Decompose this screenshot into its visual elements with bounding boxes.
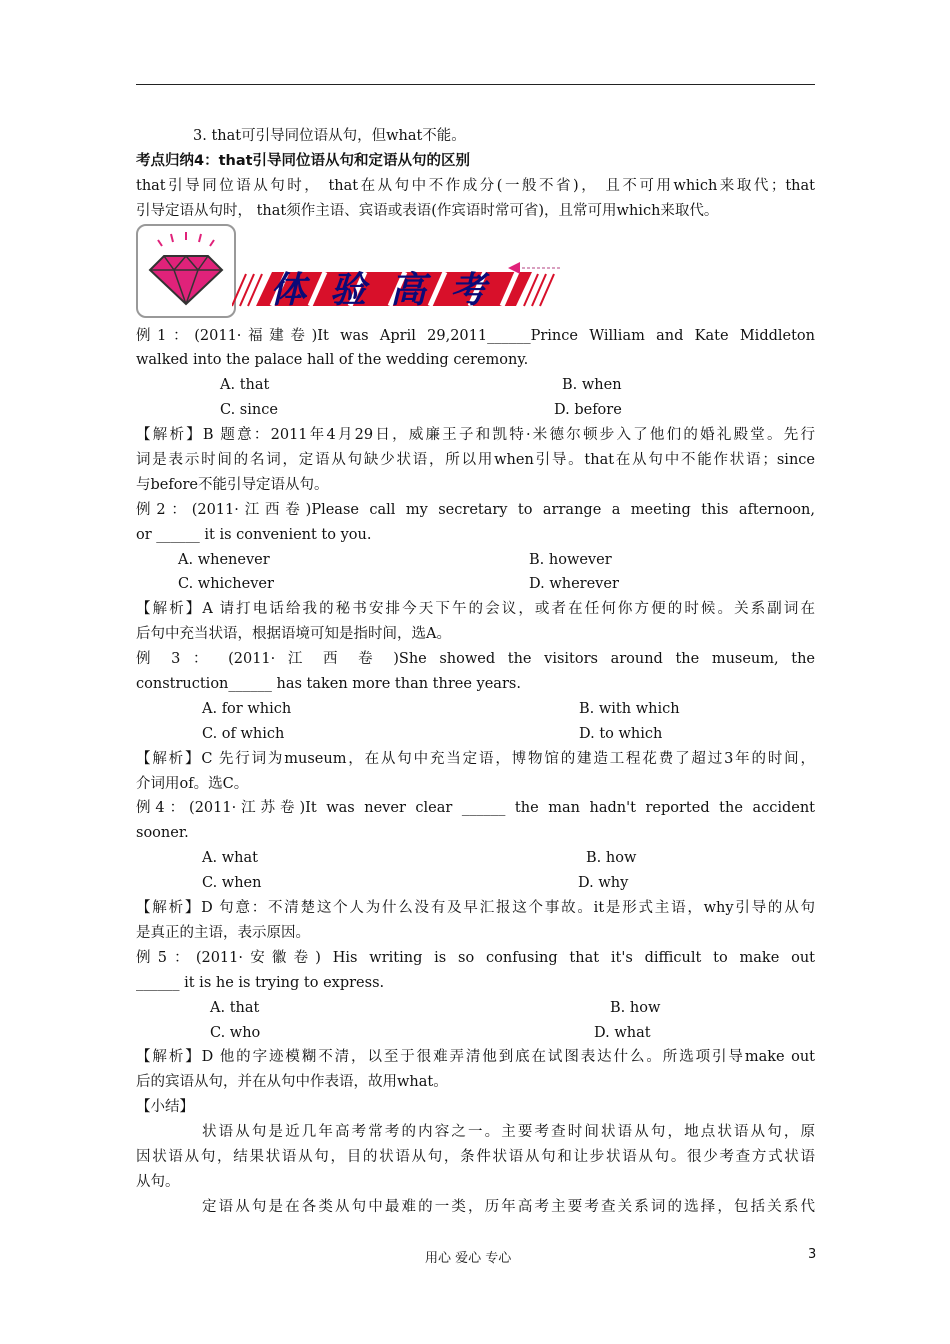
option-b: B. how (610, 999, 661, 1016)
option-row (136, 846, 815, 871)
banner-char: 体 (270, 269, 307, 310)
question-line: 例2：(2011·江西卷)Please call my secretary to arrange a meeting this afternoon, (136, 501, 815, 518)
banner-title-graphic (232, 260, 562, 310)
option-a: A. whenever (178, 551, 270, 568)
option-d: D. to which (579, 725, 663, 742)
analysis-line: 与before不能引导定语从句。 (136, 476, 329, 493)
option-d: D. wherever (529, 576, 619, 593)
option-b: B. when (562, 377, 622, 394)
analysis-line: 【解析】A 请打电话给我的秘书安排今天下午的会议，或者在任何你方便的时候。关系副词在 (136, 601, 815, 618)
document-body (136, 124, 815, 1220)
option-a: A. what (202, 850, 258, 867)
analysis-line: 【解析】D 句意：不清楚这个人为什么没有及早汇报这个事故。it是形式主语，why引导的从句 (136, 900, 815, 917)
option-a: A. that (210, 999, 260, 1016)
option-row (136, 871, 815, 896)
page-number: 3 (808, 1247, 817, 1262)
point-3: 3. that可引导同位语从句，但what不能。 (193, 128, 466, 144)
header-rule (136, 84, 815, 85)
option-row (136, 996, 815, 1021)
question-line: construction______ has taken more than three years. (136, 676, 521, 693)
analysis-line: 介词用of。选C。 (136, 775, 249, 792)
question-line: 例4：(2011·江苏卷)It was never clear ______ the man hadn't reported the accident (136, 800, 815, 817)
option-c: C. who (210, 1024, 261, 1041)
option-a: A. that (220, 377, 270, 394)
paragraph-line: 引导定语从句时， that须作主语、宾语或表语(作宾语时常可省)，且常可用which来取代。 (136, 202, 719, 219)
option-row (136, 722, 815, 747)
section-heading: 考点归纳4：that引导同位语从句和定语从句的区别 (136, 152, 471, 169)
summary-heading: 【小结】 (136, 1099, 194, 1116)
analysis-line: 【解析】C 先行词为museum，在从句中充当定语，博物馆的建造工程花费了超过3年的时间， (136, 750, 815, 767)
diamond-icon (136, 224, 236, 318)
analysis-line: 后的宾语从句，并在从句中作表语，故用what。 (136, 1074, 448, 1091)
option-d: D. why (578, 875, 629, 892)
summary-line: 因状语从句，结果状语从句，目的状语从句，条件状语从句和让步状语从句。很少考查方式状语 (136, 1148, 815, 1165)
option-b: B. how (586, 850, 637, 867)
option-row (136, 373, 815, 398)
summary-line: 定语从句是在各类从句中最难的一类，历年高考主要考查关系词的选择，包括关系代 (202, 1198, 815, 1215)
option-d: D. what (594, 1024, 651, 1041)
analysis-line: 【解析】B 题意：2011年4月29日，威廉王子和凯特·米德尔顿步入了他们的婚礼殿堂。先行 (136, 427, 815, 444)
banner-char: 考 (450, 269, 487, 310)
question-line: 例5：(2011·安徽卷) His writing is so confusing that it's difficult to make out (136, 949, 815, 966)
question-line: ______ it is he is trying to express. (136, 974, 385, 991)
analysis-line: 后句中充当状语，根据语境可知是指时间，选A。 (136, 626, 451, 643)
question-line: 例 3 ： (2011· 江 西 卷 )She showed the visitors around the museum, the (136, 651, 815, 668)
option-row (136, 1021, 815, 1046)
banner-char: 高 (390, 269, 427, 310)
option-row (136, 572, 815, 597)
option-b: B. however (529, 551, 612, 568)
option-a: A. for which (202, 700, 292, 717)
option-c: C. when (202, 875, 262, 892)
banner-char: 验 (330, 269, 367, 310)
option-d: D. before (554, 402, 622, 419)
summary-line: 状语从句是近几年高考常考的内容之一。主要考查时间状语从句，地点状语从句，原 (202, 1124, 815, 1141)
option-b: B. with which (579, 700, 680, 717)
option-c: C. whichever (178, 576, 274, 593)
section-banner (136, 224, 815, 324)
question-line: or ______ it is convenient to you. (136, 526, 372, 543)
question-line: sooner. (136, 825, 189, 842)
option-row (136, 548, 815, 573)
paragraph-line: that引导同位语从句时， that在从句中不作成分(一般不省)， 且不可用which来取代；that (136, 177, 815, 194)
analysis-line: 词是表示时间的名词，定语从句缺少状语，所以用when引导。that在从句中不能作状语；since (136, 452, 815, 469)
footer-motto: 用心 爱心 专心 (425, 1251, 512, 1266)
summary-line: 从句。 (136, 1173, 180, 1190)
option-row (136, 697, 815, 722)
question-line: walked into the palace hall of the wedding ceremony. (136, 352, 529, 369)
option-c: C. since (220, 402, 278, 419)
question-line: 例1：(2011·福建卷)It was April 29,2011______Prince William and Kate Middleton (136, 327, 815, 344)
option-row (136, 398, 815, 423)
analysis-line: 【解析】D 他的字迹模糊不清，以至于很难弄清他到底在试图表达什么。所选项引导make out (136, 1049, 815, 1066)
analysis-line: 是真正的主语，表示原因。 (136, 924, 310, 941)
option-c: C. of which (202, 725, 285, 742)
